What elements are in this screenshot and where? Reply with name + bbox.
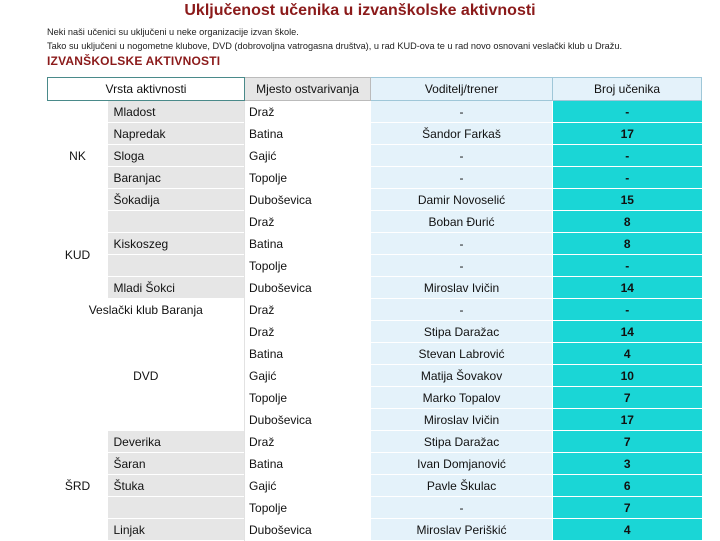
activity-count: 7 — [553, 497, 702, 519]
activity-place: Duboševica — [245, 189, 371, 211]
activity-trainer: - — [371, 167, 553, 189]
activity-name: Mladost — [108, 101, 245, 123]
activity-trainer: Ivan Domjanović — [371, 453, 553, 475]
activity-trainer: Boban Đurić — [371, 211, 553, 233]
activity-trainer: - — [371, 101, 553, 123]
activity-count: - — [553, 101, 702, 123]
activity-place: Batina — [245, 123, 371, 145]
activity-name: Šaran — [108, 453, 245, 475]
group-srd: ŠRD — [48, 431, 108, 541]
activity-name: Deverika — [108, 431, 245, 453]
activity-trainer: - — [371, 255, 553, 277]
activity-count: 14 — [553, 277, 702, 299]
group-veslacki: Veslački klub Baranja — [48, 299, 245, 321]
activity-place: Draž — [245, 321, 371, 343]
activity-name: Šokadija — [108, 189, 245, 211]
activity-count: - — [553, 255, 702, 277]
activity-name: Napredak — [108, 123, 245, 145]
table-row — [48, 497, 702, 519]
group-nk: NK — [48, 101, 108, 211]
activity-count: - — [553, 167, 702, 189]
activity-name — [108, 211, 245, 233]
page-title: Uključenost učenika u izvanškolske aktivnosti — [184, 2, 536, 19]
table-row — [48, 277, 702, 299]
activity-trainer: - — [371, 145, 553, 167]
activity-trainer: Stevan Labrović — [371, 343, 553, 365]
table-row — [48, 189, 702, 211]
table-row — [48, 145, 702, 167]
activity-count: 4 — [553, 519, 702, 541]
activity-place: Gajić — [245, 145, 371, 167]
activity-count: 7 — [553, 387, 702, 409]
activity-count: 14 — [553, 321, 702, 343]
activity-name: Štuka — [108, 475, 245, 497]
activity-place: Gajić — [245, 365, 371, 387]
activity-place: Draž — [245, 299, 371, 321]
table-row — [48, 299, 702, 321]
activity-trainer: Damir Novoselić — [371, 189, 553, 211]
activity-trainer: Stipa Daražac — [371, 431, 553, 453]
activity-count: 8 — [553, 233, 702, 255]
activity-count: 6 — [553, 475, 702, 497]
activity-place: Gajić — [245, 475, 371, 497]
activity-place: Duboševica — [245, 277, 371, 299]
activity-name — [108, 497, 245, 519]
activity-count: 7 — [553, 431, 702, 453]
activity-count: - — [553, 145, 702, 167]
activity-count: 10 — [553, 365, 702, 387]
activity-trainer: Matija Šovakov — [371, 365, 553, 387]
activity-name: Baranjac — [108, 167, 245, 189]
activity-count: 3 — [553, 453, 702, 475]
table-row — [48, 167, 702, 189]
header-voditelj: Voditelj/trener — [371, 78, 553, 101]
activity-place: Draž — [245, 211, 371, 233]
activity-place: Topolje — [245, 255, 371, 277]
activity-trainer: Miroslav Periškić — [371, 519, 553, 541]
table-row — [48, 453, 702, 475]
activity-place: Topolje — [245, 497, 371, 519]
activity-trainer: Miroslav Ivičin — [371, 277, 553, 299]
activity-trainer: Pavle Škulac — [371, 475, 553, 497]
activity-name: Sloga — [108, 145, 245, 167]
activity-trainer: - — [371, 233, 553, 255]
activity-trainer: - — [371, 299, 553, 321]
activities-table — [47, 77, 702, 541]
intro-line: Tako su uključeni u nogometne klubove, DVD (dobrovoljna vatrogasna društva), u rad KUD-ova te u rad novo osnovani veslački klub u Dražu. — [47, 41, 623, 51]
table-header-row — [48, 78, 702, 101]
group-kud: KUD — [48, 211, 108, 299]
intro-text — [47, 25, 622, 53]
table-row — [48, 101, 702, 123]
activity-count: 17 — [553, 409, 702, 431]
activity-trainer: Marko Topalov — [371, 387, 553, 409]
table-row — [48, 431, 702, 453]
activity-trainer: Stipa Daražac — [371, 321, 553, 343]
header-mjesto: Mjesto ostvarivanja — [245, 78, 371, 101]
intro-line: Neki naši učenici su uključeni u neke organizacije izvan škole. — [47, 27, 299, 37]
activity-name: Linjak — [108, 519, 245, 541]
activity-place: Batina — [245, 343, 371, 365]
header-broj: Broj učenika — [553, 78, 702, 101]
activity-name: Mladi Šokci — [108, 277, 245, 299]
table-row — [48, 255, 702, 277]
header-vrsta: Vrsta aktivnosti — [48, 78, 245, 101]
table-row — [48, 321, 702, 343]
activity-place: Draž — [245, 431, 371, 453]
activity-count: 15 — [553, 189, 702, 211]
activity-count: 17 — [553, 123, 702, 145]
table-row — [48, 519, 702, 541]
activity-place: Batina — [245, 233, 371, 255]
activity-count: 8 — [553, 211, 702, 233]
activity-place: Draž — [245, 101, 371, 123]
activity-place: Duboševica — [245, 519, 371, 541]
activity-count: 4 — [553, 343, 702, 365]
activity-trainer: Šandor Farkaš — [371, 123, 553, 145]
table-row — [48, 475, 702, 497]
activity-place: Duboševica — [245, 409, 371, 431]
table-row — [48, 233, 702, 255]
table-row — [48, 123, 702, 145]
activity-place: Topolje — [245, 387, 371, 409]
group-dvd: DVD — [48, 321, 245, 431]
table-row — [48, 211, 702, 233]
activity-name: Kiskoszeg — [108, 233, 245, 255]
activity-trainer: Miroslav Ivičin — [371, 409, 553, 431]
section-title: IZVANŠKOLSKE AKTIVNOSTI — [47, 54, 221, 68]
activity-place: Batina — [245, 453, 371, 475]
activity-place: Topolje — [245, 167, 371, 189]
activity-trainer: - — [371, 497, 553, 519]
activity-name — [108, 255, 245, 277]
activity-count: - — [553, 299, 702, 321]
